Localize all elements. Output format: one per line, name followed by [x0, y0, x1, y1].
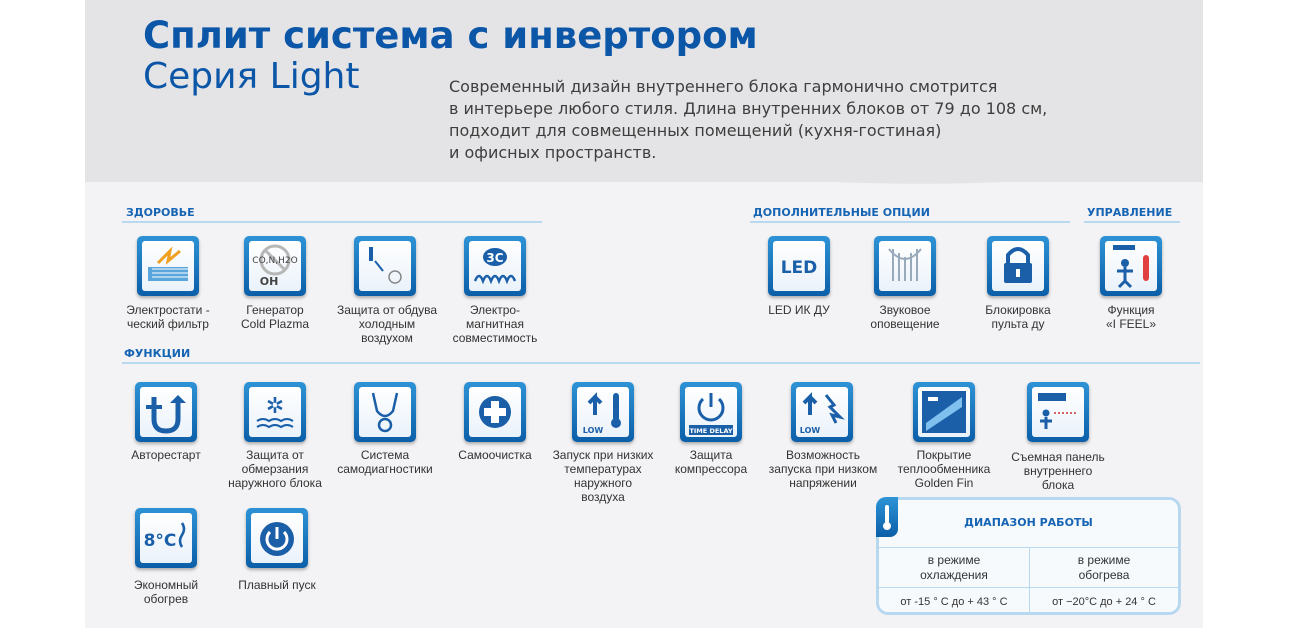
low-voltage-label: Возможность запуска при низком напряжении: [768, 448, 878, 490]
self-cleaning-label: Самоочистка: [458, 448, 532, 462]
cold-plasma-icon: [244, 236, 306, 296]
section-extra-options: ДОПОЛНИТЕЛЬНЫЕ ОПЦИИ: [753, 206, 930, 219]
low-temp-text: LOW: [582, 426, 604, 435]
emc-text: 3C: [486, 251, 504, 265]
section-health: ЗДОРОВЬЕ: [126, 206, 195, 219]
section-functions-divider: [122, 362, 1200, 364]
golden-fin-label: Покрытие теплообменника Golden Fin: [897, 448, 991, 490]
soft-start-label: Плавный пуск: [238, 578, 316, 592]
section-control: УПРАВЛЕНИЕ: [1087, 206, 1173, 219]
low-voltage-icon: [791, 382, 853, 442]
sound-alert-label: Звуковое оповещение: [870, 303, 940, 331]
section-control-divider: [1084, 221, 1180, 223]
eco-heating-icon: [135, 508, 197, 568]
eco-heating-label: Экономный обогрев: [133, 578, 199, 606]
i-feel-icon: [1100, 236, 1162, 296]
autorestart-icon: [135, 382, 197, 442]
self-cleaning-icon: [464, 382, 526, 442]
operating-range-title: ДИАПАЗОН РАБОТЫ: [964, 516, 1093, 529]
heating-mode-label: в режиме обогрева: [1077, 553, 1131, 582]
soft-start-icon: [246, 508, 308, 568]
low-voltage-text: LOW: [799, 426, 821, 435]
low-temp-start-icon: [572, 382, 634, 442]
led-text: LED: [780, 258, 818, 278]
cooling-mode-label: в режиме охлаждения: [920, 553, 988, 582]
cold-draft-protection-label: Защита от обдува холодным воздухом: [336, 303, 438, 345]
golden-fin-icon: [913, 382, 975, 442]
lock-icon: [987, 236, 1049, 296]
heating-range-value: от −20°С до + 24 ° С: [1052, 596, 1156, 608]
led-icon: [768, 236, 830, 296]
self-diagnosis-icon: [354, 382, 416, 442]
operating-range-table: [876, 497, 1181, 615]
removable-panel-label: Съемная панель внутреннего блока: [1011, 450, 1105, 492]
led-label: LED ИК ДУ: [768, 303, 830, 317]
removable-panel-icon: [1027, 382, 1089, 442]
cold-draft-protection-icon: [354, 236, 416, 296]
eco-heating-text: 8°C: [143, 531, 177, 551]
sound-alert-icon: [874, 236, 936, 296]
anti-freeze-icon: [244, 382, 306, 442]
time-delay-text: TIME DELAY: [689, 427, 733, 435]
self-diagnosis-label: Система самодиагностики: [337, 448, 433, 476]
cold-plasma-label: Генератор Cold Plazma: [240, 303, 310, 331]
svg-text:✲: ✲: [265, 394, 285, 419]
emc-icon: [464, 236, 526, 296]
section-health-divider: [122, 221, 542, 223]
electrostatic-filter-label: Электростати - ческий фильтр: [126, 303, 210, 331]
compressor-protection-icon: [680, 382, 742, 442]
cold-plasma-molecules: CO,N,H2O: [252, 256, 298, 266]
emc-label: Электро- магнитная совместимость: [452, 303, 538, 345]
series-name: Серия Light: [143, 56, 360, 97]
low-temp-start-label: Запуск при низких температурах наружного воздуха: [552, 448, 654, 504]
section-functions: ФУНКЦИИ: [124, 347, 191, 360]
anti-freeze-label: Защита от обмерзания наружного блока: [228, 448, 322, 490]
cooling-range-value: от -15 ° С до + 43 ° С: [900, 596, 1008, 608]
section-extra-divider: [750, 221, 1070, 223]
cold-plasma-oh: OH: [259, 275, 279, 288]
autorestart-label: Авторестарт: [131, 448, 201, 462]
electrostatic-filter-icon: [137, 236, 199, 296]
lock-label: Блокировка пульта ду: [985, 303, 1051, 331]
i-feel-label: Функция «I FEEL»: [1105, 303, 1157, 331]
product-description: Современный дизайн внутреннего блока гармонично смотрится в интерьере любого стиля. Длина внутренних блоков от 79 до 108 см, подходит для совмещенных помещений (кухня-гостиная) и офисных пространств.: [449, 77, 1048, 162]
page-title: Сплит система с инвертором: [143, 14, 758, 57]
compressor-protection-label: Защита компрессора: [674, 448, 748, 476]
